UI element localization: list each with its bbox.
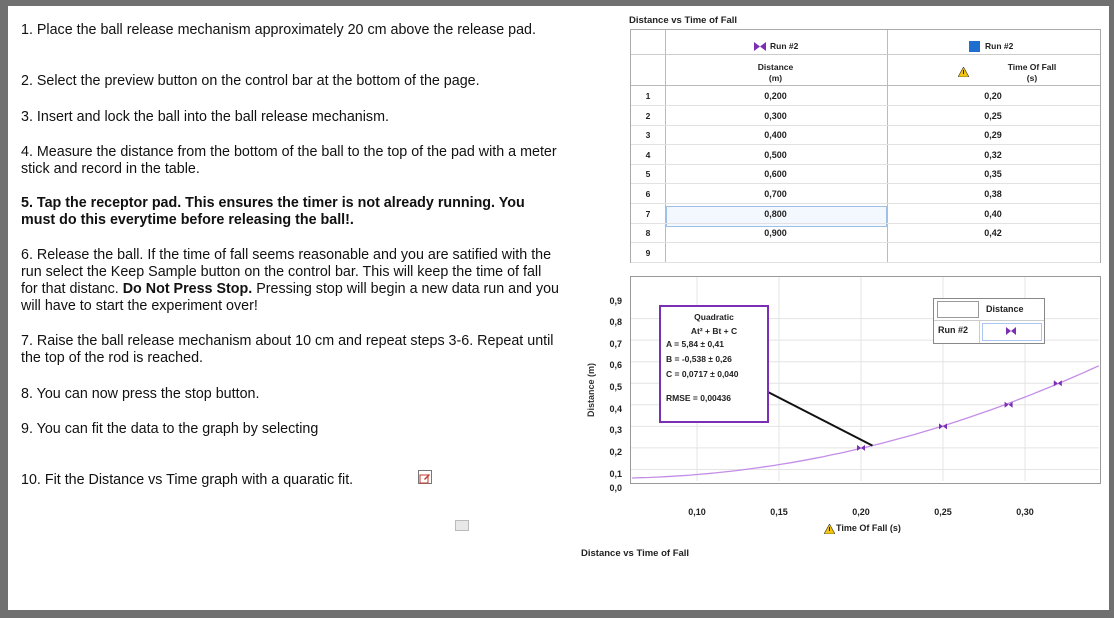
distance-cell[interactable]: 0,700 [764, 189, 787, 199]
time-cell[interactable]: 0,40 [984, 208, 1002, 219]
distance-unit: (m) [768, 73, 783, 83]
distance-cell[interactable]: 0,900 [764, 228, 787, 239]
graph-title: Distance vs Time of Fall [581, 548, 690, 559]
fit-connector [766, 391, 872, 446]
row-number: 8 [645, 228, 651, 239]
instruction-step-6-text-end: Pressing stop will begin a new data run and you will have to start the experiment over! [21, 281, 560, 314]
x-tick-label: 0,20 [852, 507, 870, 517]
y-tick-label: 0,0 [609, 483, 622, 493]
time-cell[interactable]: 0,20 [984, 91, 1002, 101]
x-tick-label: 0,30 [1016, 507, 1034, 517]
instruction-step-10: 10. Fit the Distance vs Time graph with a quaratic fit. [21, 472, 354, 488]
x-tick-label: 0,25 [934, 507, 952, 517]
fit-param-b: B = -0,538 ± 0,26 [666, 354, 732, 364]
y-tick-label: 0,3 [609, 425, 622, 435]
instruction-step-3: 3. Insert and lock the ball into the ball release mechanism. [21, 109, 389, 125]
instruction-step-2: 2. Select the preview button on the control bar at the bottom of the page. [21, 73, 480, 89]
row-number: 9 [645, 247, 651, 258]
fit-equation: At² + Bt + C [690, 326, 738, 336]
fit-name: Quadratic [694, 312, 734, 322]
y-tick-label: 0,9 [609, 296, 622, 306]
instruction-step-8: 8. You can now press the stop button. [21, 386, 260, 402]
row-number: 5 [645, 169, 651, 180]
instruction-step-6-text: 6. Release the ball. If the time of fall seems reasonable and you are satified with the run select the Keep Sample button on the control bar. This will keep the time of fall for that distanc. [21, 247, 552, 297]
fit-param-a: A = 5,84 ± 0,41 [666, 339, 724, 349]
table-title: Distance vs Time of Fall [629, 15, 738, 26]
time-cell[interactable]: 0,32 [984, 149, 1002, 160]
y-axis-label[interactable]: Distance (m) [586, 362, 596, 417]
row-number: 2 [645, 110, 651, 121]
distance-cell[interactable]: 0,600 [764, 169, 787, 180]
y-tick-label: 0,7 [609, 339, 622, 349]
time-header: Time Of Fall [1007, 62, 1057, 72]
time-cell[interactable]: 0,42 [984, 228, 1002, 239]
y-tick-label: 0,8 [609, 317, 622, 327]
time-cell[interactable]: 0,29 [984, 130, 1002, 141]
distance-cell[interactable]: 0,400 [764, 130, 787, 141]
row-number: 3 [645, 130, 651, 141]
curve-fit-box[interactable] [659, 305, 769, 423]
distance-cell[interactable]: 0,500 [764, 149, 787, 160]
legend-marker-icon [1006, 327, 1016, 335]
time-cell[interactable]: 0,35 [984, 169, 1002, 180]
distance-cell[interactable]: 0,300 [764, 110, 787, 121]
time-unit: (s) [1026, 73, 1038, 83]
y-tick-label: 0,2 [609, 447, 622, 457]
row-number: 7 [645, 208, 651, 219]
legend-run-label: Run #2 [938, 325, 969, 335]
row-number: 1 [645, 91, 651, 101]
instruction-step-7: 7. Raise the ball release mechanism about 10 cm and repeat steps 3-6. Repeat until the top of the rod is reached. [21, 333, 554, 366]
fit-param-c: C = 0,0717 ± 0,040 [666, 369, 739, 379]
distance-cell[interactable]: 0,800 [764, 208, 787, 219]
instruction-step-5: 5. Tap the receptor pad. This ensures the timer is not already running. You must do this everytime before releasing the ball!. [21, 195, 525, 228]
y-tick-label: 0,5 [609, 382, 622, 392]
row-number: 6 [645, 189, 651, 199]
instruction-step-1: 1. Place the ball release mechanism approximately 20 cm above the release pad. [21, 22, 536, 38]
x-tick-label: 0,15 [770, 507, 788, 517]
legend-header: Distance [986, 304, 1024, 314]
legend[interactable] [933, 298, 1045, 344]
instruction-step-4: 4. Measure the distance from the bottom of the ball to the top of the pad with a meter stick and record in the table. [21, 144, 557, 177]
time-cell[interactable]: 0,25 [984, 110, 1002, 121]
y-tick-label: 0,1 [609, 469, 622, 479]
instruction-step-6-warning: Do Not Press Stop. [122, 281, 253, 297]
run1-label: Run #2 [770, 41, 799, 51]
time-cell[interactable]: 0,38 [984, 189, 1002, 199]
x-axis-label[interactable]: Time Of Fall (s) [836, 523, 901, 533]
distance-cell[interactable]: 0,200 [764, 91, 787, 101]
instruction-step-9: 9. You can fit the data to the graph by selecting [21, 421, 319, 437]
warning-icon [824, 524, 835, 534]
row-number: 4 [645, 149, 651, 160]
fit-rmse: RMSE = 0,00436 [666, 393, 731, 403]
y-tick-label: 0,6 [609, 360, 622, 370]
data-point[interactable] [1054, 380, 1062, 386]
y-tick-label: 0,4 [609, 404, 622, 414]
distance-header: Distance [757, 62, 794, 72]
x-tick-label: 0,10 [688, 507, 706, 517]
run2-label: Run #2 [985, 41, 1014, 51]
